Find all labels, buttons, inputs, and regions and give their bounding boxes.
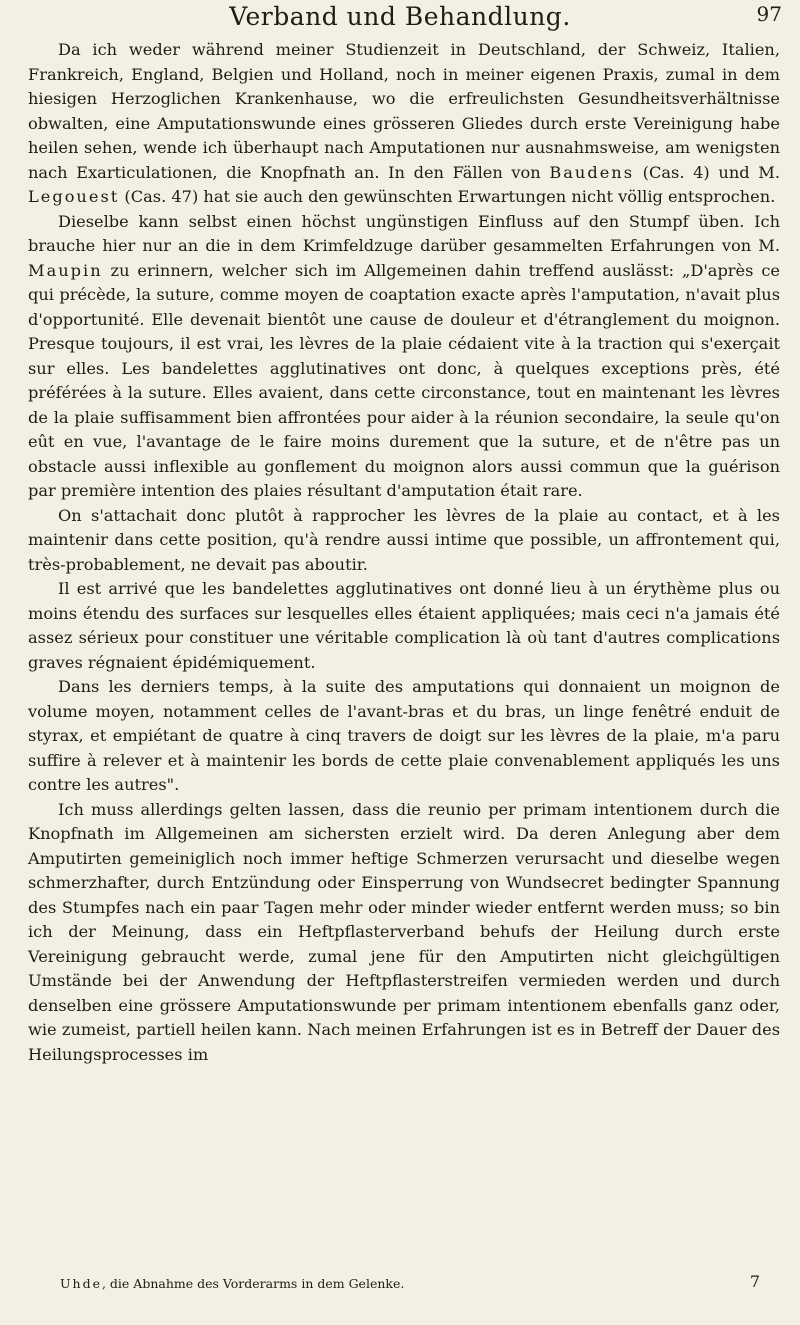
- paragraph: [28, 38, 780, 210]
- author-name: Legouest: [28, 187, 120, 206]
- text-run: Dans les derniers temps, à la suite des amputations qui donnaient un moignon de volume moyen, notamment celles de l'avant-bras et du bras, un linge fenêtré enduit de styrax, et empiétant de quatre à cinq travers de doigt sur les lèvres de la plaie, m'a paru suffire à relever et à maintenir les bords de cette plaie convenablement appliqués les uns contre les autres".: [28, 677, 780, 794]
- page-footer: [60, 1272, 760, 1291]
- footer-author: Uhde: [60, 1276, 102, 1291]
- author-name: Maupin: [28, 260, 103, 280]
- text-run: On s'attachait donc plutôt à rapprocher les lèvres de la plaie au contact, et à les maintenir dans cette position, qu'à rendre aussi intime que possible, un affrontement qui, très-probablement, ne devait pas aboutir.: [28, 505, 780, 574]
- author-name: Baudens: [549, 162, 635, 182]
- page-header: [0, 0, 800, 36]
- body-text: [28, 38, 780, 1067]
- running-head: Verband und Behandlung.: [229, 2, 571, 31]
- text-run: Da ich weder während meiner Studienzeit in Deutschland, der Schweiz, Italien, Frankreich, England, Belgien und Holland, noch in meiner eigenen Praxis, zumal in dem hiesigen Herzoglichen Krankenhause, wo die erfreulichsten Gesundheitsverhältnisse obwalten, eine Amputationswunde eines grösseren Gliedes durch erste Vereinigung habe heilen sehen, wende ich überhaupt nach Amputationen nur ausnahmsweise, am wenigsten nach Exarticulationen, die Knopfnath an. In den Fällen von: [28, 40, 780, 182]
- paragraph: [28, 577, 780, 675]
- paragraph: [28, 210, 780, 504]
- text-run: Il est arrivé que les bandelettes agglutinatives ont donné lieu à un érythème plus ou moins étendu des surfaces sur lesquelles elles étaient appliquées; mais ceci n'a jamais été assez sérieux pour constituer une véritable complication là où tant d'autres complications graves régnaient épidémiquement.: [28, 579, 780, 672]
- text-run: (Cas. 47) hat sie auch den gewünschten Erwartungen nicht völlig entsprochen.: [119, 187, 776, 206]
- text-run: (Cas. 4) und M.: [634, 162, 780, 182]
- paragraph: [28, 675, 780, 798]
- text-run: Ich muss allerdings gelten lassen, dass die reunio per primam intentionem durch die Knopfnath im Allgemeinen am sichersten erzielt wird. Da deren Anlegung aber dem Amputirten gemeiniglich noch immer heftige Schmerzen verursacht und dieselbe wegen schmerzhafter, durch Entzündung oder Einsperrung von Wundsecret bedingter Spannung des Stumpfes nach ein paar Tagen mehr oder minder wieder entfernt werden muss; so bin ich der Meinung, dass ein Heftpflasterverband behufs der Heilung durch erste Vereinigung gebraucht werde, zumal jene für den Amputirten nicht gleichgültigen Umstände bei der Anwendung der Heftpflasterstreifen vermieden werden und durch denselben eine grössere Amputationswunde per primam intentionem ebenfalls ganz oder, wie zumeist, partiell heilen kann. Nach meinen Erfahrungen ist es in Betreff der Dauer des Heilungsprocesses im: [28, 799, 780, 1064]
- text-run: zu erinnern, welcher sich im Allgemeinen dahin treffend auslässt: „D'après ce qui précède, la suture, comme moyen de coaptation exacte après l'amputation, n'avait plus d'opportunité. Elle devenait bientôt une cause de douleur et d'étranglement du moignon. Presque toujours, il est vrai, les lèvres de la plaie cédaient vite à la traction qui s'exerçait sur elles. Les bandelettes agglutinatives ont donc, à quelques exceptions près, été préférées à la suture. Elles avaient, dans cette circonstance, tout en maintenant les lèvres de la plaie suffisamment bien affrontées pour aider à la réunion secondaire, la seule qu'on eût en vue, l'avantage de le faire moins durement que la suture, et de n'être pas un obstacle aussi inflexible au gonflement du moignon alors aussi commun que la guérison par première intention des plaies résultant d'amputation était rare.: [28, 260, 780, 500]
- footer-title: , die Abnahme des Vorderarms in dem Gelenke.: [101, 1276, 405, 1291]
- paragraph: [28, 504, 780, 578]
- signature-mark: 7: [749, 1272, 760, 1291]
- text-run: Dieselbe kann selbst einen höchst ungünstigen Einfluss auf den Stumpf üben. Ich brauche hier nur an die in dem Krimfeldzuge darüber gesammelten Erfahrungen von M.: [28, 211, 780, 255]
- paragraph: [28, 798, 780, 1068]
- page-number: 97: [756, 2, 782, 26]
